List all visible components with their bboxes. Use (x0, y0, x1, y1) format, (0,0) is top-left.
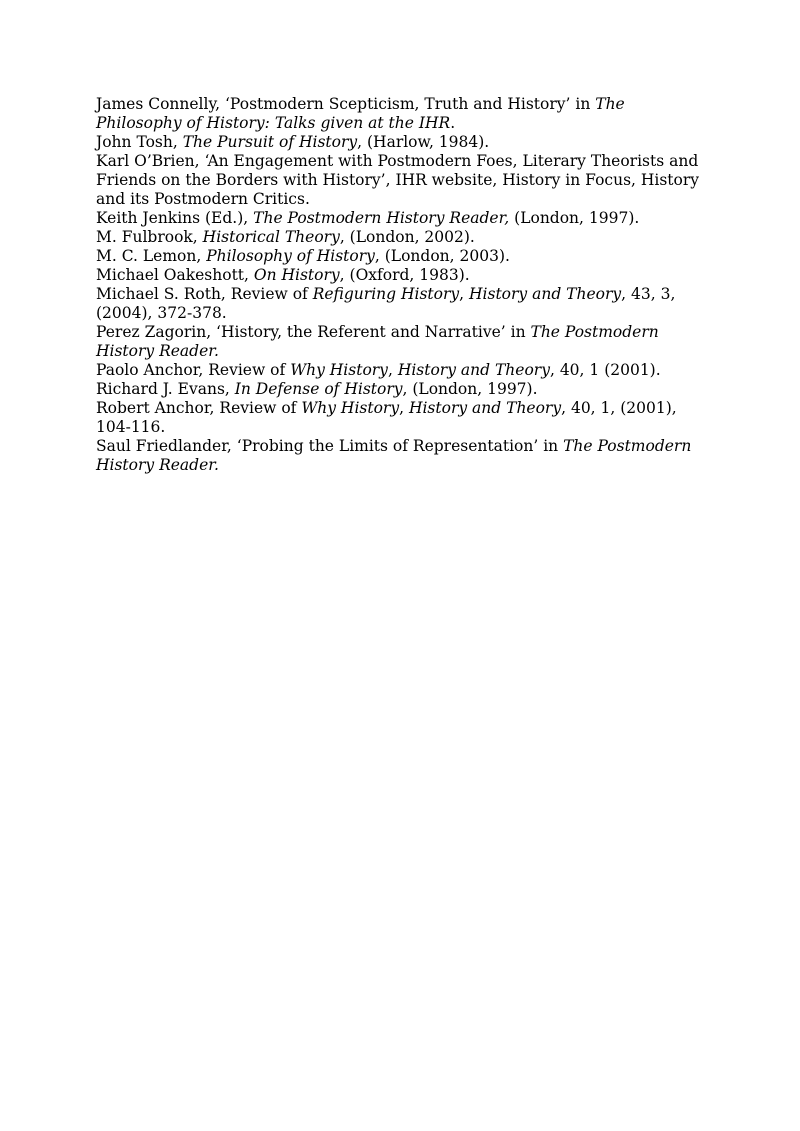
document-page (96, 95, 708, 475)
entry-text: Saul Friedlander, ‘Probing the Limits of Representation’ in (96, 437, 564, 455)
italic-title-text: The Postmodern History Reader. (96, 437, 692, 474)
entry-text: , (387, 361, 398, 379)
entry-text: , (399, 399, 409, 417)
italic-title-text: Refiguring History (312, 285, 460, 303)
entry-text: , (London, 1997). (402, 380, 538, 398)
bibliography-list (96, 95, 708, 475)
bibliography-entry (96, 228, 708, 247)
bibliography-entry (96, 380, 708, 399)
entry-text: Keith Jenkins (Ed.), (96, 209, 254, 227)
entry-text: M. C. Lemon, (96, 247, 207, 265)
italic-title-text: In Defense of History (234, 380, 403, 398)
italic-title-text: Why History (301, 399, 400, 417)
bibliography-entry (96, 323, 708, 361)
entry-text: (London, 1997). (509, 209, 640, 227)
entry-text: James Connelly, ‘Postmodern Scepticism, Truth and History’ in (96, 95, 596, 113)
bibliography-entry (96, 152, 708, 209)
italic-title-text: Why History (290, 361, 388, 379)
entry-text: Perez Zagorin, ‘History, the Referent and Narrative’ in (96, 323, 531, 341)
bibliography-entry (96, 437, 708, 475)
italic-title-text: The Philosophy of History: Talks given at the IHR (96, 95, 625, 132)
italic-title-text: The Pursuit of History (182, 133, 358, 151)
bibliography-entry (96, 266, 708, 285)
italic-title-text: History and Theory (397, 361, 550, 379)
entry-text: , 43, 3, (2004), 372-378. (96, 285, 676, 322)
entry-text: Michael S. Roth, Review of (96, 285, 313, 303)
entry-text: , (London, 2002). (339, 228, 475, 246)
entry-text: Richard J. Evans, (96, 380, 235, 398)
bibliography-entry (96, 247, 708, 266)
entry-text: , (Harlow, 1984). (357, 133, 490, 151)
entry-text: Michael Oakeshott, (96, 266, 254, 284)
bibliography-entry (96, 285, 708, 323)
italic-title-text: History and Theory (469, 285, 622, 303)
entry-text: , 40, 1, (2001), 104-116. (96, 399, 677, 436)
entry-text: , (London, 2003). (374, 247, 510, 265)
italic-title-text: Historical Theory (202, 228, 340, 246)
bibliography-entry (96, 209, 708, 228)
entry-text: John Tosh, (96, 133, 183, 151)
italic-title-text: The Postmodern History Reader, (253, 209, 510, 227)
entry-text: Robert Anchor, Review of (96, 399, 302, 417)
italic-title-text: History and Theory (408, 399, 562, 417)
bibliography-entry (96, 361, 708, 380)
entry-text: Paolo Anchor, Review of (96, 361, 291, 379)
bibliography-entry (96, 133, 708, 152)
italic-title-text: Philosophy of History (206, 247, 375, 265)
entry-text: , (459, 285, 470, 303)
italic-title-text: The Postmodern History Reader. (96, 323, 659, 360)
italic-title-text: On History (253, 266, 340, 284)
entry-text: . (450, 114, 456, 132)
bibliography-entry (96, 399, 708, 437)
entry-text: Karl O’Brien, ‘An Engagement with Postmodern Foes, Literary Theorists and Friends on the Borders with History’, IHR website, History in Focus, History and its Postmodern Critics. (96, 152, 700, 208)
entry-text: M. Fulbrook, (96, 228, 203, 246)
entry-text: , 40, 1 (2001). (549, 361, 661, 379)
entry-text: , (Oxford, 1983). (339, 266, 470, 284)
bibliography-entry (96, 95, 708, 133)
